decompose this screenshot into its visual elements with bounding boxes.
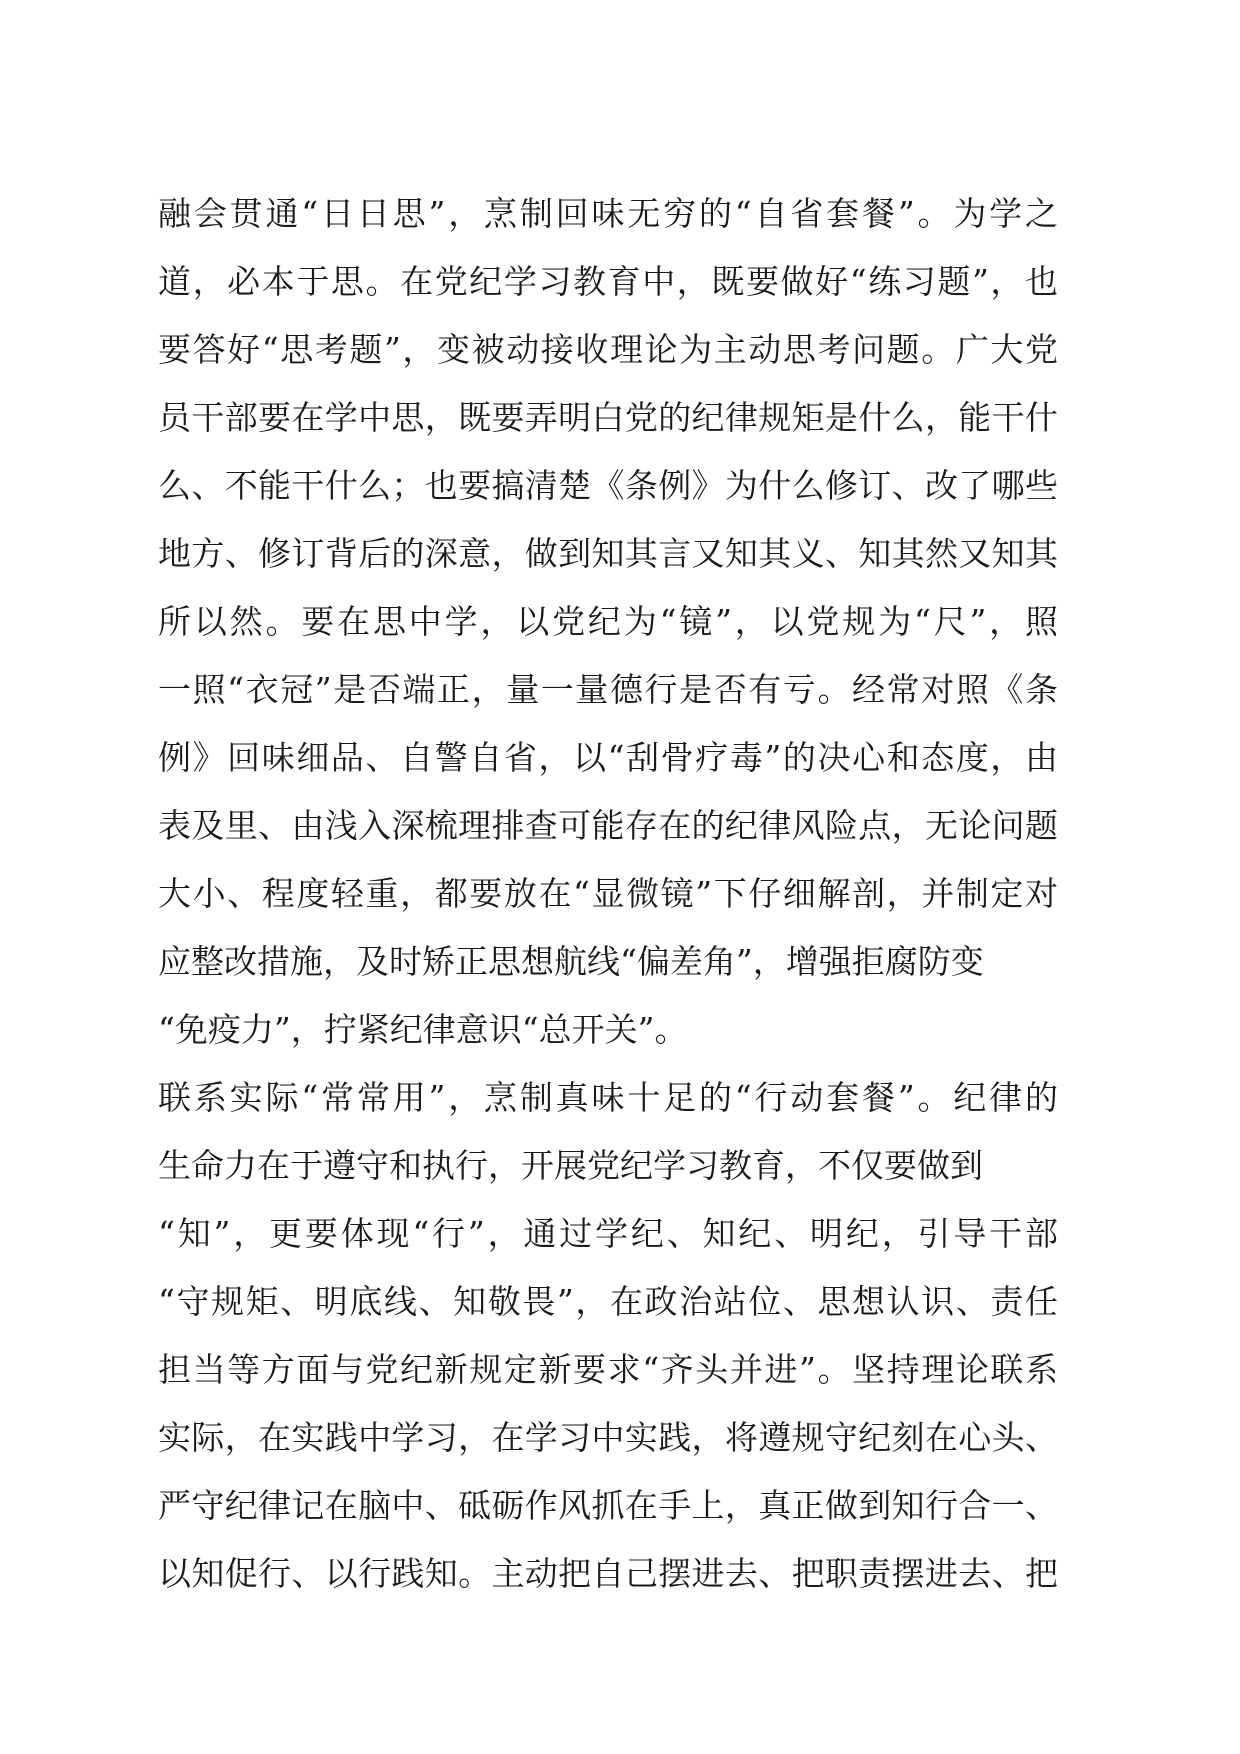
text-line: 大小、程度轻重，都要放在“显微镜”下仔细解剖，并制定对 xyxy=(158,874,1058,913)
text-line: 担当等方面与党纪新规定新要求“齐头并进”。坚持理论联系 xyxy=(158,1350,1058,1389)
paragraph-practical-action xyxy=(158,1064,1058,1608)
text-line: 地方、修订背后的深意，做到知其言又知其义、知其然又知其 xyxy=(158,534,1058,573)
text-line: 道，必本于思。在党纪学习教育中，既要做好“练习题”，也 xyxy=(158,262,1058,301)
text-line: 联系实际“常常用”，烹制真味十足的“行动套餐”。纪律的 xyxy=(158,1078,1058,1117)
text-line: 么、不能干什么；也要搞清楚《条例》为什么修订、改了哪些 xyxy=(158,466,1058,505)
text-line: 所以然。要在思中学，以党纪为“镜”，以党规为“尺”，照 xyxy=(158,602,1058,641)
text-line: “免疫力”，拧紧纪律意识“总开关”。 xyxy=(158,1010,688,1049)
text-line: “知”，更要体现“行”，通过学纪、知纪、明纪，引导干部 xyxy=(158,1214,1058,1253)
body-text xyxy=(158,180,1058,1608)
text-line: 表及里、由浅入深梳理排查可能存在的纪律风险点，无论问题 xyxy=(158,806,1058,845)
text-line: 例》回味细品、自警自省，以“刮骨疗毒”的决心和态度，由 xyxy=(158,738,1058,777)
text-line: “守规矩、明底线、知敬畏”，在政治站位、思想认识、责任 xyxy=(158,1282,1058,1321)
text-line: 以知促行、以行践知。主动把自己摆进去、把职责摆进去、把 xyxy=(158,1554,1058,1593)
paragraph-self-reflection xyxy=(158,180,1058,1064)
text-line: 实际，在实践中学习，在学习中实践，将遵规守纪刻在心头、 xyxy=(158,1418,1058,1457)
text-line: 应整改措施，及时矫正思想航线“偏差角”，增强拒腐防变 xyxy=(158,942,984,981)
text-line: 生命力在于遵守和执行，开展党纪学习教育，不仅要做到 xyxy=(158,1146,983,1185)
text-line: 严守纪律记在脑中、砥砺作风抓在手上，真正做到知行合一、 xyxy=(158,1486,1058,1525)
text-line: 要答好“思考题”，变被动接收理论为主动思考问题。广大党 xyxy=(158,330,1058,369)
text-line: 员干部要在学中思，既要弄明白党的纪律规矩是什么，能干什 xyxy=(158,398,1058,437)
text-line: 一照“衣冠”是否端正，量一量德行是否有亏。经常对照《条 xyxy=(158,670,1058,709)
text-line: 融会贯通“日日思”，烹制回味无穷的“自省套餐”。为学之 xyxy=(158,194,1058,233)
